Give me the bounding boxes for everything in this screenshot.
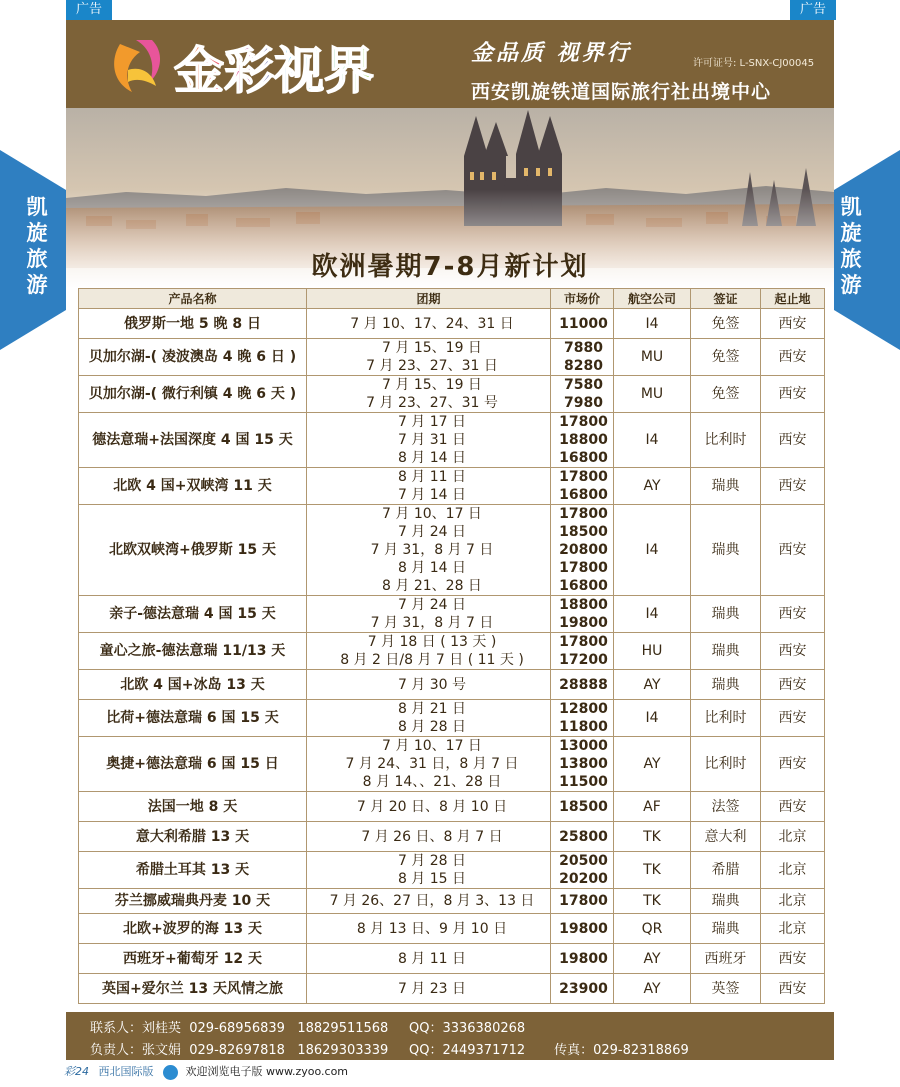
table-row bbox=[79, 852, 825, 889]
table-row bbox=[79, 309, 825, 339]
airline-cell: MU bbox=[614, 376, 691, 413]
market-price-cell bbox=[551, 505, 614, 596]
table-header-row bbox=[79, 289, 825, 309]
visa-cell: 希腊 bbox=[691, 852, 761, 889]
visa-cell: 英签 bbox=[691, 974, 761, 1004]
side-ribbon-left bbox=[0, 150, 66, 350]
page-number: 彩24 bbox=[64, 1065, 89, 1078]
departure-dates-cell bbox=[307, 309, 551, 339]
market-price-cell bbox=[551, 889, 614, 914]
departure-dates-cell bbox=[307, 468, 551, 505]
departure-date: 8 月 11 日 bbox=[397, 469, 467, 485]
market-price-cell bbox=[551, 822, 614, 852]
table-row bbox=[79, 413, 825, 468]
price-value: 13000 bbox=[559, 738, 608, 754]
departure-dates-cell bbox=[307, 596, 551, 633]
departure-date: 8 月 28 日 bbox=[397, 719, 467, 735]
departure-date: 7 月 18 日 ( 13 天 ) bbox=[367, 634, 497, 650]
visa-cell: 免签 bbox=[691, 309, 761, 339]
product-name-cell: 贝加尔湖-( 凌波澳岛 4 晚 6 日 ) bbox=[79, 339, 307, 376]
page-title: 欧洲暑期7-8月新计划 bbox=[311, 252, 589, 282]
visa-cell: 比利时 bbox=[691, 737, 761, 792]
departure-date: 7 月 24 日 bbox=[397, 597, 467, 613]
airline-cell: I4 bbox=[614, 505, 691, 596]
header-visa: 签证 bbox=[691, 289, 761, 309]
price-value: 11500 bbox=[559, 774, 608, 790]
ad-tag-left: 广告 bbox=[66, 0, 112, 20]
price-value: 16800 bbox=[559, 578, 608, 594]
product-name-cell: 北欧+波罗的海 13 天 bbox=[79, 914, 307, 944]
product-name-cell: 比荷+德法意瑞 6 国 15 天 bbox=[79, 700, 307, 737]
departure-dates-cell bbox=[307, 792, 551, 822]
route-cell: 西安 bbox=[761, 468, 825, 505]
table-row bbox=[79, 376, 825, 413]
product-name-cell: 芬兰挪威瑞典丹麦 10 天 bbox=[79, 889, 307, 914]
route-cell: 西安 bbox=[761, 700, 825, 737]
header-market-price: 市场价 bbox=[551, 289, 614, 309]
side-ribbon-right bbox=[834, 150, 900, 350]
route-cell: 西安 bbox=[761, 737, 825, 792]
departure-date: 7 月 15、19 日 bbox=[382, 377, 482, 393]
airline-cell: AY bbox=[614, 737, 691, 792]
table-row bbox=[79, 596, 825, 633]
price-value: 7580 bbox=[564, 377, 603, 393]
departure-date: 7 月 17 日 bbox=[397, 414, 467, 430]
side-ribbon-text: 凯 旋 旅 游 bbox=[840, 195, 862, 297]
website-link[interactable]: 欢迎浏览电子版 www.zyoo.com bbox=[185, 1065, 349, 1078]
airline-cell: I4 bbox=[614, 309, 691, 339]
product-name-cell: 德法意瑞+法国深度 4 国 15 天 bbox=[79, 413, 307, 468]
departure-dates-cell bbox=[307, 852, 551, 889]
price-value: 17800 bbox=[559, 634, 608, 650]
route-cell: 西安 bbox=[761, 505, 825, 596]
header bbox=[66, 20, 834, 108]
product-name-cell: 英国+爱尔兰 13 天风情之旅 bbox=[79, 974, 307, 1004]
product-name-cell: 奥捷+德法意瑞 6 国 15 日 bbox=[79, 737, 307, 792]
airline-cell: AY bbox=[614, 974, 691, 1004]
market-price-cell bbox=[551, 737, 614, 792]
price-value: 28888 bbox=[559, 676, 608, 693]
price-value: 11000 bbox=[559, 315, 608, 332]
departure-date: 8 月 15 日 bbox=[397, 871, 467, 887]
market-price-cell bbox=[551, 596, 614, 633]
market-price-cell bbox=[551, 633, 614, 670]
airline-cell: QR bbox=[614, 914, 691, 944]
header-route: 起止地 bbox=[761, 289, 825, 309]
departure-dates-cell bbox=[307, 505, 551, 596]
departure-dates-cell bbox=[307, 822, 551, 852]
airline-cell: AY bbox=[614, 670, 691, 700]
product-name-cell: 童心之旅-德法意瑞 11/13 天 bbox=[79, 633, 307, 670]
price-value: 18500 bbox=[559, 798, 608, 815]
route-cell: 西安 bbox=[761, 596, 825, 633]
visa-cell: 比利时 bbox=[691, 413, 761, 468]
visa-cell: 瑞典 bbox=[691, 505, 761, 596]
price-value: 19800 bbox=[559, 950, 608, 967]
header-airline: 航空公司 bbox=[614, 289, 691, 309]
departure-dates-cell bbox=[307, 944, 551, 974]
departure-dates-cell bbox=[307, 700, 551, 737]
table-row bbox=[79, 792, 825, 822]
airline-cell: I4 bbox=[614, 700, 691, 737]
departure-date: 8 月 21 日 bbox=[397, 701, 467, 717]
departure-date: 8 月 14 日 bbox=[397, 560, 467, 576]
price-value: 17800 bbox=[559, 506, 608, 522]
route-cell: 北京 bbox=[761, 914, 825, 944]
table-row bbox=[79, 944, 825, 974]
departure-dates-cell bbox=[307, 339, 551, 376]
product-name-cell: 意大利希腊 13 天 bbox=[79, 822, 307, 852]
price-value: 12800 bbox=[559, 701, 608, 717]
price-value: 19800 bbox=[559, 920, 608, 937]
market-price-cell bbox=[551, 944, 614, 974]
ad-page bbox=[66, 20, 834, 1060]
visa-cell: 免签 bbox=[691, 376, 761, 413]
departure-date: 7 月 14 日 bbox=[397, 487, 467, 503]
brand-logo bbox=[106, 30, 406, 102]
contact-line-1: 联系人：刘桂英 029-68956839 18829511568 QQ：3336380268 bbox=[90, 1021, 526, 1036]
table-row bbox=[79, 505, 825, 596]
svg-text:金彩视界: 金彩视界 bbox=[174, 42, 374, 100]
departure-date: 7 月 23、27、31 号 bbox=[366, 395, 498, 411]
price-value: 20200 bbox=[559, 871, 608, 887]
airline-cell: AY bbox=[614, 944, 691, 974]
visa-cell: 瑞典 bbox=[691, 914, 761, 944]
departure-date: 7 月 31，8 月 7 日 bbox=[370, 615, 494, 631]
departure-date: 8 月 11 日 bbox=[397, 950, 467, 967]
product-name-cell: 西班牙+葡萄牙 12 天 bbox=[79, 944, 307, 974]
departure-date: 7 月 31 日 bbox=[397, 432, 467, 448]
product-name-cell: 亲子-德法意瑞 4 国 15 天 bbox=[79, 596, 307, 633]
market-price-cell bbox=[551, 792, 614, 822]
market-price-cell bbox=[551, 413, 614, 468]
page-footer bbox=[64, 1063, 348, 1080]
price-value: 25800 bbox=[559, 828, 608, 845]
route-cell: 西安 bbox=[761, 944, 825, 974]
price-value: 18500 bbox=[559, 524, 608, 540]
route-cell: 北京 bbox=[761, 822, 825, 852]
departure-date: 7 月 26、27 日，8 月 3、13 日 bbox=[329, 893, 535, 909]
departure-date: 7 月 10、17 日 bbox=[382, 738, 482, 754]
route-cell: 西安 bbox=[761, 413, 825, 468]
ad-tag-right: 广告 bbox=[790, 0, 836, 20]
airline-cell: TK bbox=[614, 889, 691, 914]
product-name-cell: 贝加尔湖-( 微行利镇 4 晚 6 天 ) bbox=[79, 376, 307, 413]
departure-date: 8 月 2 日/8 月 7 日 ( 11 天 ) bbox=[340, 652, 524, 668]
departure-date: 7 月 23、27、31 日 bbox=[366, 358, 498, 374]
price-value: 13800 bbox=[559, 756, 608, 772]
price-value: 7980 bbox=[564, 395, 603, 411]
departure-date: 7 月 15、19 日 bbox=[382, 340, 482, 356]
visa-cell: 比利时 bbox=[691, 700, 761, 737]
price-value: 19800 bbox=[559, 615, 608, 631]
departure-dates-cell bbox=[307, 633, 551, 670]
price-value: 17800 bbox=[559, 414, 608, 430]
airline-cell: AY bbox=[614, 468, 691, 505]
departure-date: 8 月 14 日 bbox=[397, 450, 467, 466]
table-row bbox=[79, 914, 825, 944]
tour-table bbox=[78, 288, 825, 1004]
table-row bbox=[79, 974, 825, 1004]
airline-cell: I4 bbox=[614, 596, 691, 633]
price-value: 17200 bbox=[559, 652, 608, 668]
departure-dates-cell bbox=[307, 914, 551, 944]
departure-date: 8 月 14、、21、28 日 bbox=[362, 774, 502, 790]
price-value: 18800 bbox=[559, 432, 608, 448]
table-row bbox=[79, 737, 825, 792]
market-price-cell bbox=[551, 339, 614, 376]
route-cell: 西安 bbox=[761, 974, 825, 1004]
airline-cell: HU bbox=[614, 633, 691, 670]
table-row bbox=[79, 822, 825, 852]
departure-date: 8 月 21、28 日 bbox=[382, 578, 482, 594]
publication-name: 西北国际版 bbox=[98, 1065, 154, 1078]
market-price-cell bbox=[551, 309, 614, 339]
side-ribbon-text: 凯 旋 旅 游 bbox=[26, 195, 48, 297]
table-row bbox=[79, 633, 825, 670]
route-cell: 西安 bbox=[761, 633, 825, 670]
table-row bbox=[79, 889, 825, 914]
route-cell: 北京 bbox=[761, 889, 825, 914]
price-value: 17800 bbox=[559, 893, 608, 909]
product-name-cell: 北欧 4 国+冰岛 13 天 bbox=[79, 670, 307, 700]
motto: 金品质 视界行 bbox=[471, 40, 632, 66]
price-value: 23900 bbox=[559, 980, 608, 997]
price-value: 16800 bbox=[559, 487, 608, 503]
price-value: 20800 bbox=[559, 542, 608, 558]
departure-dates-cell bbox=[307, 670, 551, 700]
market-price-cell bbox=[551, 468, 614, 505]
airline-cell: TK bbox=[614, 822, 691, 852]
departure-date: 7 月 28 日 bbox=[397, 853, 467, 869]
visa-cell: 西班牙 bbox=[691, 944, 761, 974]
product-name-cell: 法国一地 8 天 bbox=[79, 792, 307, 822]
route-cell: 北京 bbox=[761, 852, 825, 889]
departure-date: 7 月 31，8 月 7 日 bbox=[370, 542, 494, 558]
product-name-cell: 希腊土耳其 13 天 bbox=[79, 852, 307, 889]
price-value: 11800 bbox=[559, 719, 608, 735]
contact-line-2: 负责人：张文娟 029-82697818 18629303339 QQ：2449371712 传真：029-82318869 bbox=[90, 1043, 689, 1058]
departure-date: 7 月 10、17、24、31 日 bbox=[350, 315, 514, 332]
airline-cell: I4 bbox=[614, 413, 691, 468]
price-value: 17800 bbox=[559, 469, 608, 485]
airline-cell: MU bbox=[614, 339, 691, 376]
product-name-cell: 俄罗斯一地 5 晚 8 日 bbox=[79, 309, 307, 339]
license-number: 许可证号: L-SNX-CJ00045 bbox=[693, 58, 815, 69]
route-cell: 西安 bbox=[761, 792, 825, 822]
visa-cell: 瑞典 bbox=[691, 468, 761, 505]
departure-dates-cell bbox=[307, 974, 551, 1004]
departure-dates-cell bbox=[307, 413, 551, 468]
visa-cell: 瑞典 bbox=[691, 633, 761, 670]
departure-date: 7 月 26 日、8 月 7 日 bbox=[361, 828, 503, 845]
departure-date: 7 月 10、17 日 bbox=[382, 506, 482, 522]
table-row bbox=[79, 670, 825, 700]
departure-dates-cell bbox=[307, 889, 551, 914]
visa-cell: 意大利 bbox=[691, 822, 761, 852]
product-name-cell: 北欧 4 国+双峡湾 11 天 bbox=[79, 468, 307, 505]
departure-dates-cell bbox=[307, 376, 551, 413]
price-value: 20500 bbox=[559, 853, 608, 869]
price-value: 18800 bbox=[559, 597, 608, 613]
visa-cell: 瑞典 bbox=[691, 889, 761, 914]
departure-dates-cell bbox=[307, 737, 551, 792]
table-row bbox=[79, 339, 825, 376]
market-price-cell bbox=[551, 700, 614, 737]
visa-cell: 瑞典 bbox=[691, 670, 761, 700]
route-cell: 西安 bbox=[761, 339, 825, 376]
publication-badge-icon bbox=[163, 1065, 178, 1080]
table-row bbox=[79, 700, 825, 737]
departure-date: 8 月 13 日、9 月 10 日 bbox=[356, 920, 508, 937]
departure-date: 7 月 30 号 bbox=[397, 676, 467, 693]
departure-date: 7 月 24 日 bbox=[397, 524, 467, 540]
product-name-cell: 北欧双峡湾+俄罗斯 15 天 bbox=[79, 505, 307, 596]
price-value: 7880 bbox=[564, 340, 603, 356]
market-price-cell bbox=[551, 670, 614, 700]
header-product-name: 产品名称 bbox=[79, 289, 307, 309]
market-price-cell bbox=[551, 852, 614, 889]
departure-date: 7 月 23 日 bbox=[397, 980, 467, 997]
airline-cell: AF bbox=[614, 792, 691, 822]
market-price-cell bbox=[551, 914, 614, 944]
route-cell: 西安 bbox=[761, 309, 825, 339]
table-row bbox=[79, 468, 825, 505]
price-value: 16800 bbox=[559, 450, 608, 466]
contact-bar bbox=[66, 1012, 834, 1060]
route-cell: 西安 bbox=[761, 376, 825, 413]
header-departure-dates: 团期 bbox=[307, 289, 551, 309]
visa-cell: 免签 bbox=[691, 339, 761, 376]
market-price-cell bbox=[551, 376, 614, 413]
airline-cell: TK bbox=[614, 852, 691, 889]
departure-date: 7 月 20 日、8 月 10 日 bbox=[356, 798, 508, 815]
market-price-cell bbox=[551, 974, 614, 1004]
agency-name: 西安凯旋铁道国际旅行社出境中心 bbox=[471, 81, 772, 103]
visa-cell: 法签 bbox=[691, 792, 761, 822]
price-value: 17800 bbox=[559, 560, 608, 576]
price-value: 8280 bbox=[564, 358, 603, 374]
route-cell: 西安 bbox=[761, 670, 825, 700]
departure-date: 7 月 24、31 日，8 月 7 日 bbox=[345, 756, 519, 772]
visa-cell: 瑞典 bbox=[691, 596, 761, 633]
